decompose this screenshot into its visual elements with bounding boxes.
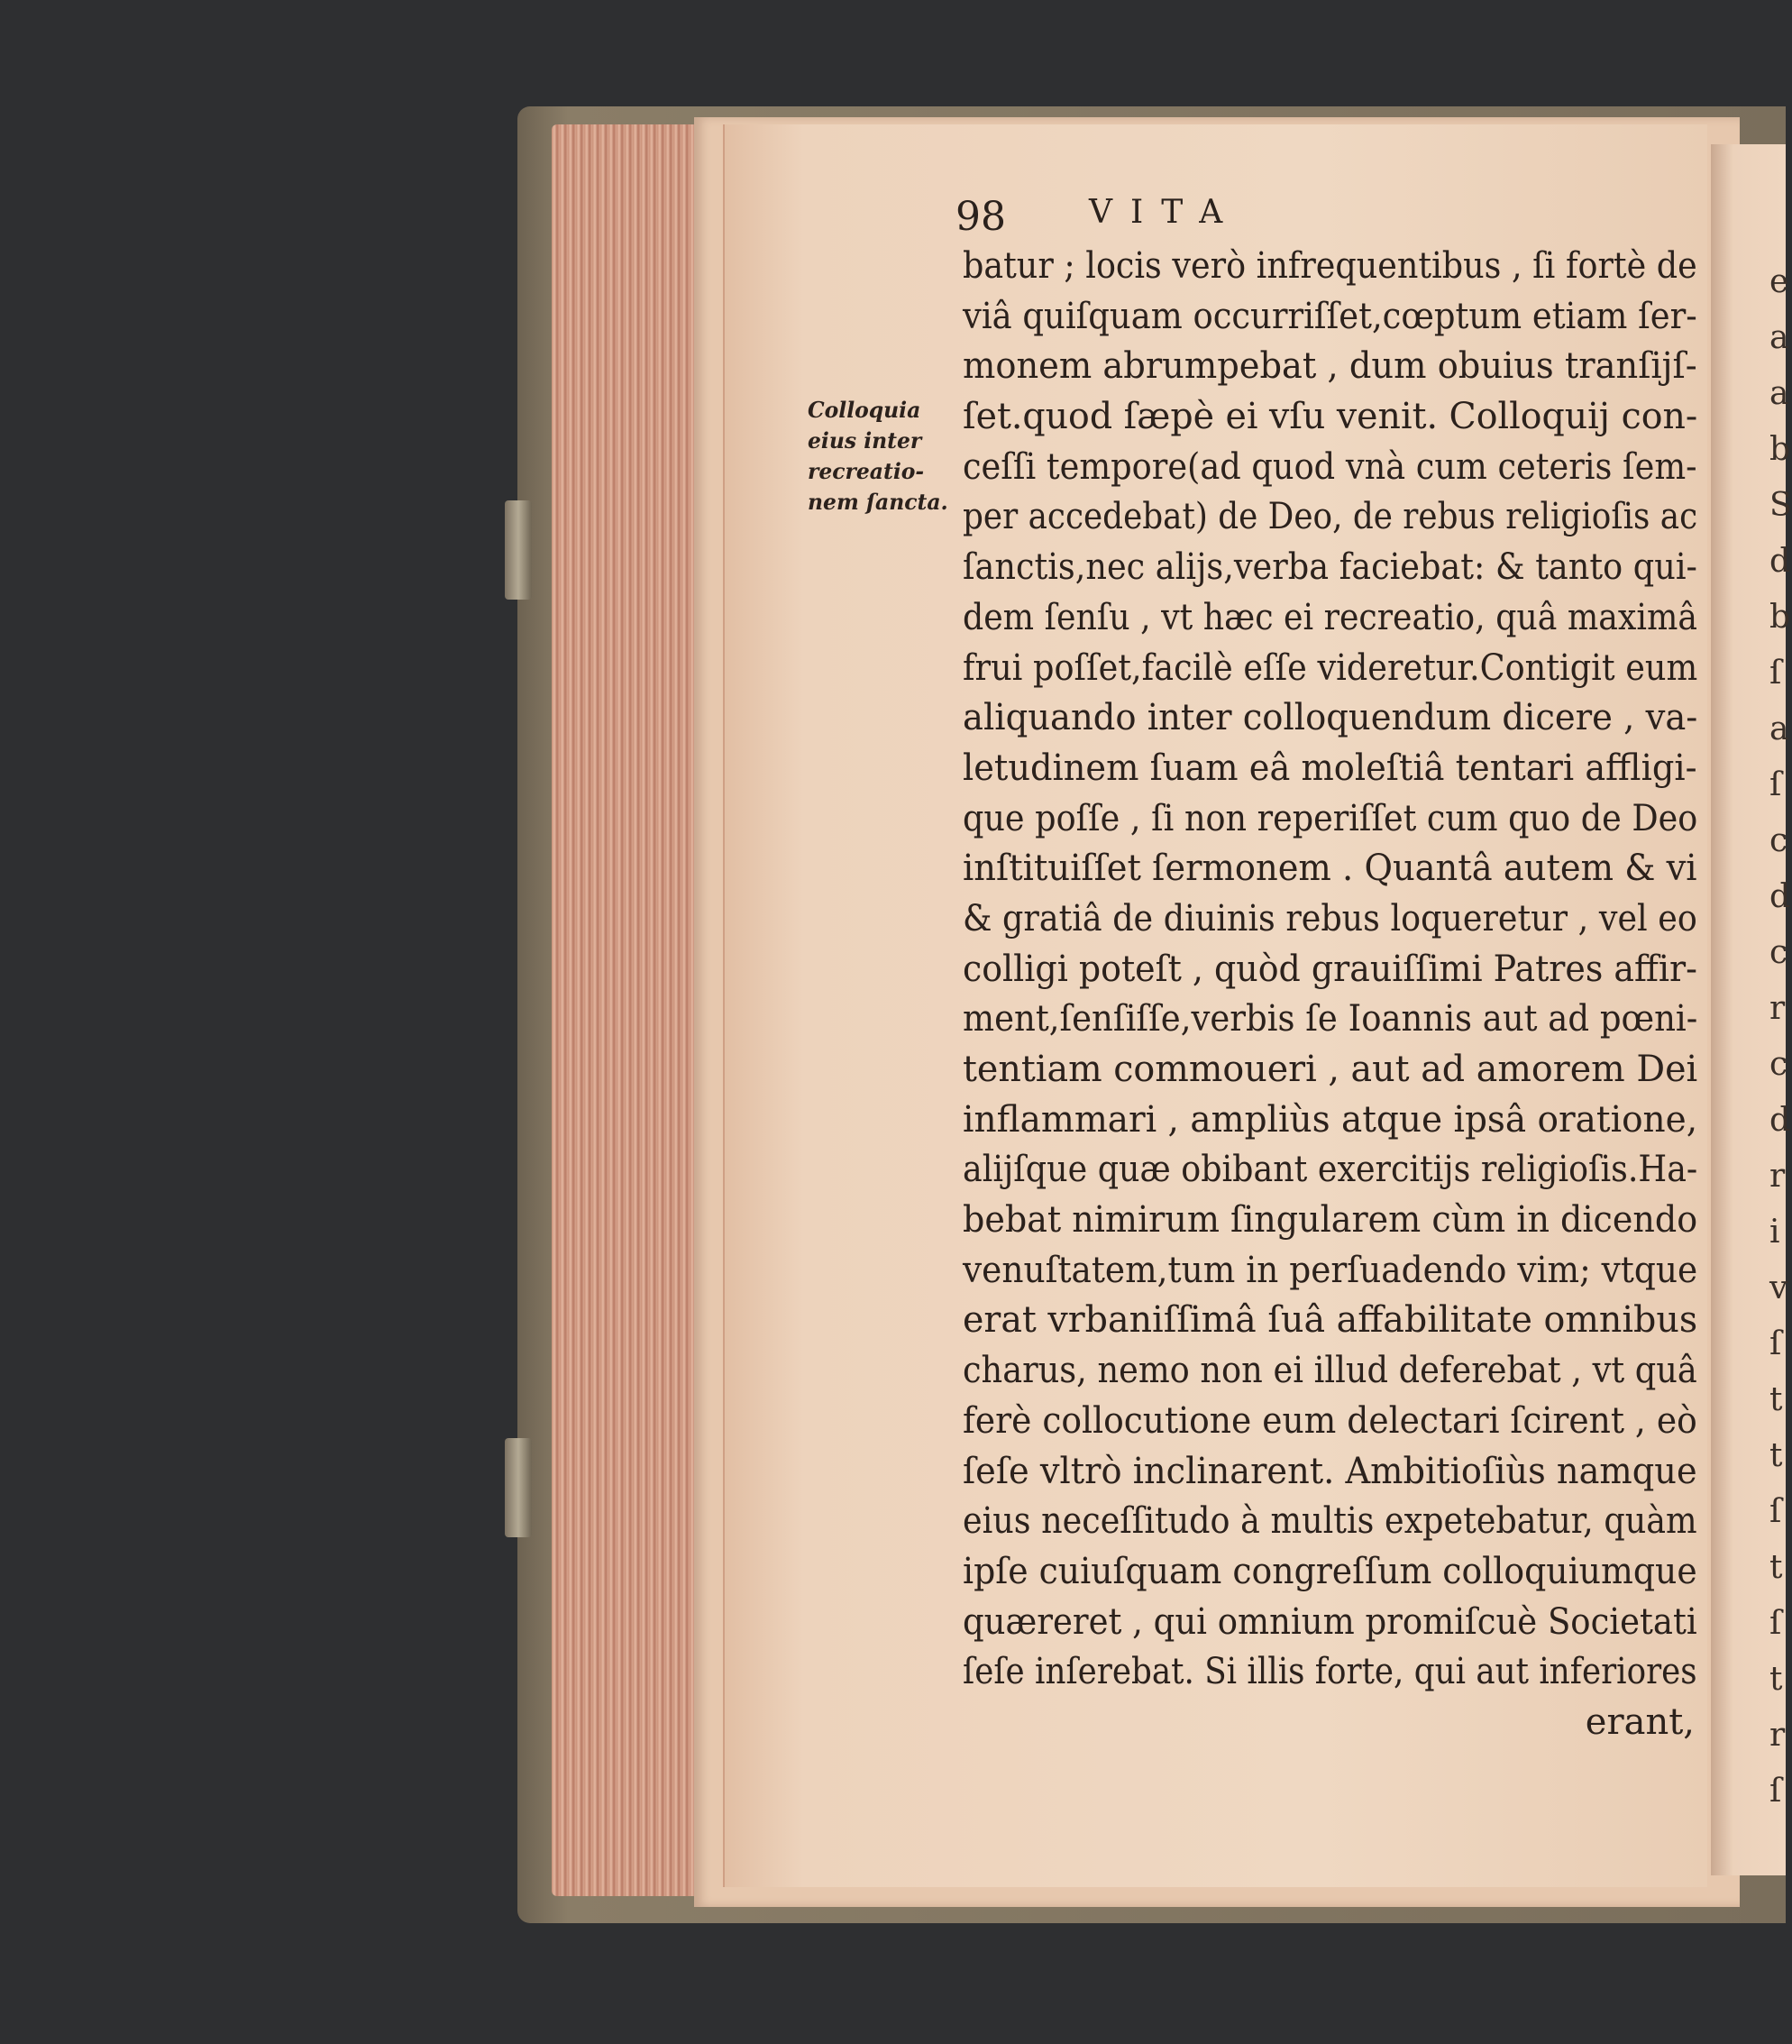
text-line: dem ſenſu , vt hæc ei recreatio, quâ maximâ (963, 596, 1697, 638)
facing-page-letter: r (1769, 990, 1786, 1027)
text-line: ſanctis,nec alijs,verba faciebat: & tanto qui- (963, 546, 1697, 589)
facing-page-letter: a (1769, 375, 1789, 412)
text-line: ment,ſenſiſſe,verbis ſe Ioannis aut ad pœni- (963, 998, 1698, 1040)
text-line: ferè collocutione eum delectari ſcirent , eò (963, 1399, 1697, 1442)
text-line: tentiam commoueri , aut ad amorem Dei (963, 1049, 1698, 1090)
facing-page-letter: t (1769, 1381, 1783, 1418)
text-line: frui poſſet,facilè eſſe videretur.Contigit eum (963, 646, 1698, 689)
text-line: letudinem ſuam eâ moleſtiâ tentari affligi- (963, 747, 1697, 789)
facing-page-letter: a (1769, 710, 1789, 747)
text-line: alijſque quæ obibant exercitijs religioſis.Ha- (963, 1149, 1698, 1191)
facing-page-letter: t (1769, 1549, 1783, 1586)
facing-page-letter: c (1769, 1046, 1788, 1083)
text-line: eius neceſſitudo à multis expetebatur, quàm (963, 1500, 1697, 1543)
text-line: monem abrumpebat , dum obuius tranſijſ- (963, 345, 1697, 388)
lower-clasp (505, 1438, 532, 1537)
text-line: inflammari , ampliùs atque ipsâ oratione, (963, 1098, 1698, 1141)
text-line: charus, nemo non ei illud deferebat , vt quâ (963, 1350, 1697, 1392)
facing-page-letter: ſ (1769, 1493, 1782, 1530)
facing-page-letter: S (1769, 487, 1792, 524)
upper-clasp (505, 500, 532, 600)
text-line: ſeſe inſerebat. Si illis forte, qui aut inferiores (963, 1651, 1697, 1693)
text-line: per accedebat) de Deo, de rebus religioſis ac (963, 496, 1698, 538)
facing-page-letter: a (1769, 319, 1789, 356)
facing-page-letter: r (1769, 1158, 1786, 1195)
facing-page-letter: d (1769, 543, 1791, 580)
page-number: 98 (955, 194, 1006, 240)
text-line: ſeſe vltrò inclinarent. Ambitioſiùs namque (963, 1450, 1697, 1492)
text-line: erat vrbaniſſimâ ſuâ affabilitate omnibus (963, 1299, 1698, 1342)
facing-page-letter: t (1769, 1437, 1783, 1474)
running-title: VITA (1089, 194, 1241, 231)
text-line: colligi poteſt , quòd grauiſſimi Patres affir- (963, 948, 1697, 990)
text-line: ipſe cuiuſquam congreſſum colloquiumque (963, 1550, 1697, 1592)
text-line: que poſſe , ſi non reperiſſet cum quo de Deo (963, 797, 1698, 839)
facing-page-letter: r (1769, 1717, 1786, 1754)
facing-page-letter: e (1769, 263, 1789, 300)
facing-page-letter: t (1769, 1661, 1783, 1698)
page-edges (552, 124, 705, 1896)
facing-page-letter: ſ (1769, 1773, 1782, 1810)
facing-page-letter: d (1769, 1102, 1791, 1139)
facing-page-letter: v (1769, 1269, 1788, 1306)
facing-page-letter: c (1769, 934, 1788, 971)
text-line: ceſſi tempore(ad quod vnà cum ceteris ſem- (963, 445, 1697, 488)
text-line: batur ; locis verò infrequentibus , ſi fortè de (963, 245, 1697, 287)
marginal-note-line: recreatio- (808, 458, 925, 484)
facing-page-letter: b (1769, 431, 1791, 468)
facing-page-letter: ſ (1769, 1325, 1782, 1362)
facing-page-letter: i (1769, 1214, 1780, 1251)
marginal-note (808, 395, 963, 518)
facing-page-letter: ſ (1769, 766, 1782, 803)
text-line: bebat nimirum ſingularem cùm in dicendo (963, 1199, 1698, 1242)
facing-page-letter: ſ (1769, 1605, 1782, 1642)
text-line: viâ quiſquam occurriſſet,cœptum etiam ſer- (963, 295, 1697, 337)
text-line: quæreret , qui omnium promiſcuè Societati (963, 1600, 1697, 1643)
text-line: aliquando inter colloquendum dicere , va- (963, 697, 1698, 739)
catchword: erant, (1585, 1700, 1695, 1743)
text-line: venuſtatem,tum in perſuadendo vim; vtque (963, 1249, 1698, 1291)
text-line: ſet.quod ſæpè ei vſu venit. Colloquij con- (963, 396, 1698, 438)
facing-page-letter: d (1769, 878, 1791, 915)
marginal-note-line: eius inter (808, 427, 922, 454)
marginal-note-line: nem ſancta. (808, 489, 948, 515)
facing-page-letter: ſ (1769, 655, 1782, 692)
facing-page-letter: c (1769, 822, 1788, 859)
marginal-note-line: Colloquia (808, 397, 921, 423)
text-line: inſtituiſſet ſermonem . Quantâ autem & vi (963, 848, 1697, 890)
body-text (963, 242, 1702, 1748)
text-line: & gratiâ de diuinis rebus loqueretur , vel eo (963, 897, 1697, 940)
facing-page-letter: b (1769, 599, 1791, 636)
